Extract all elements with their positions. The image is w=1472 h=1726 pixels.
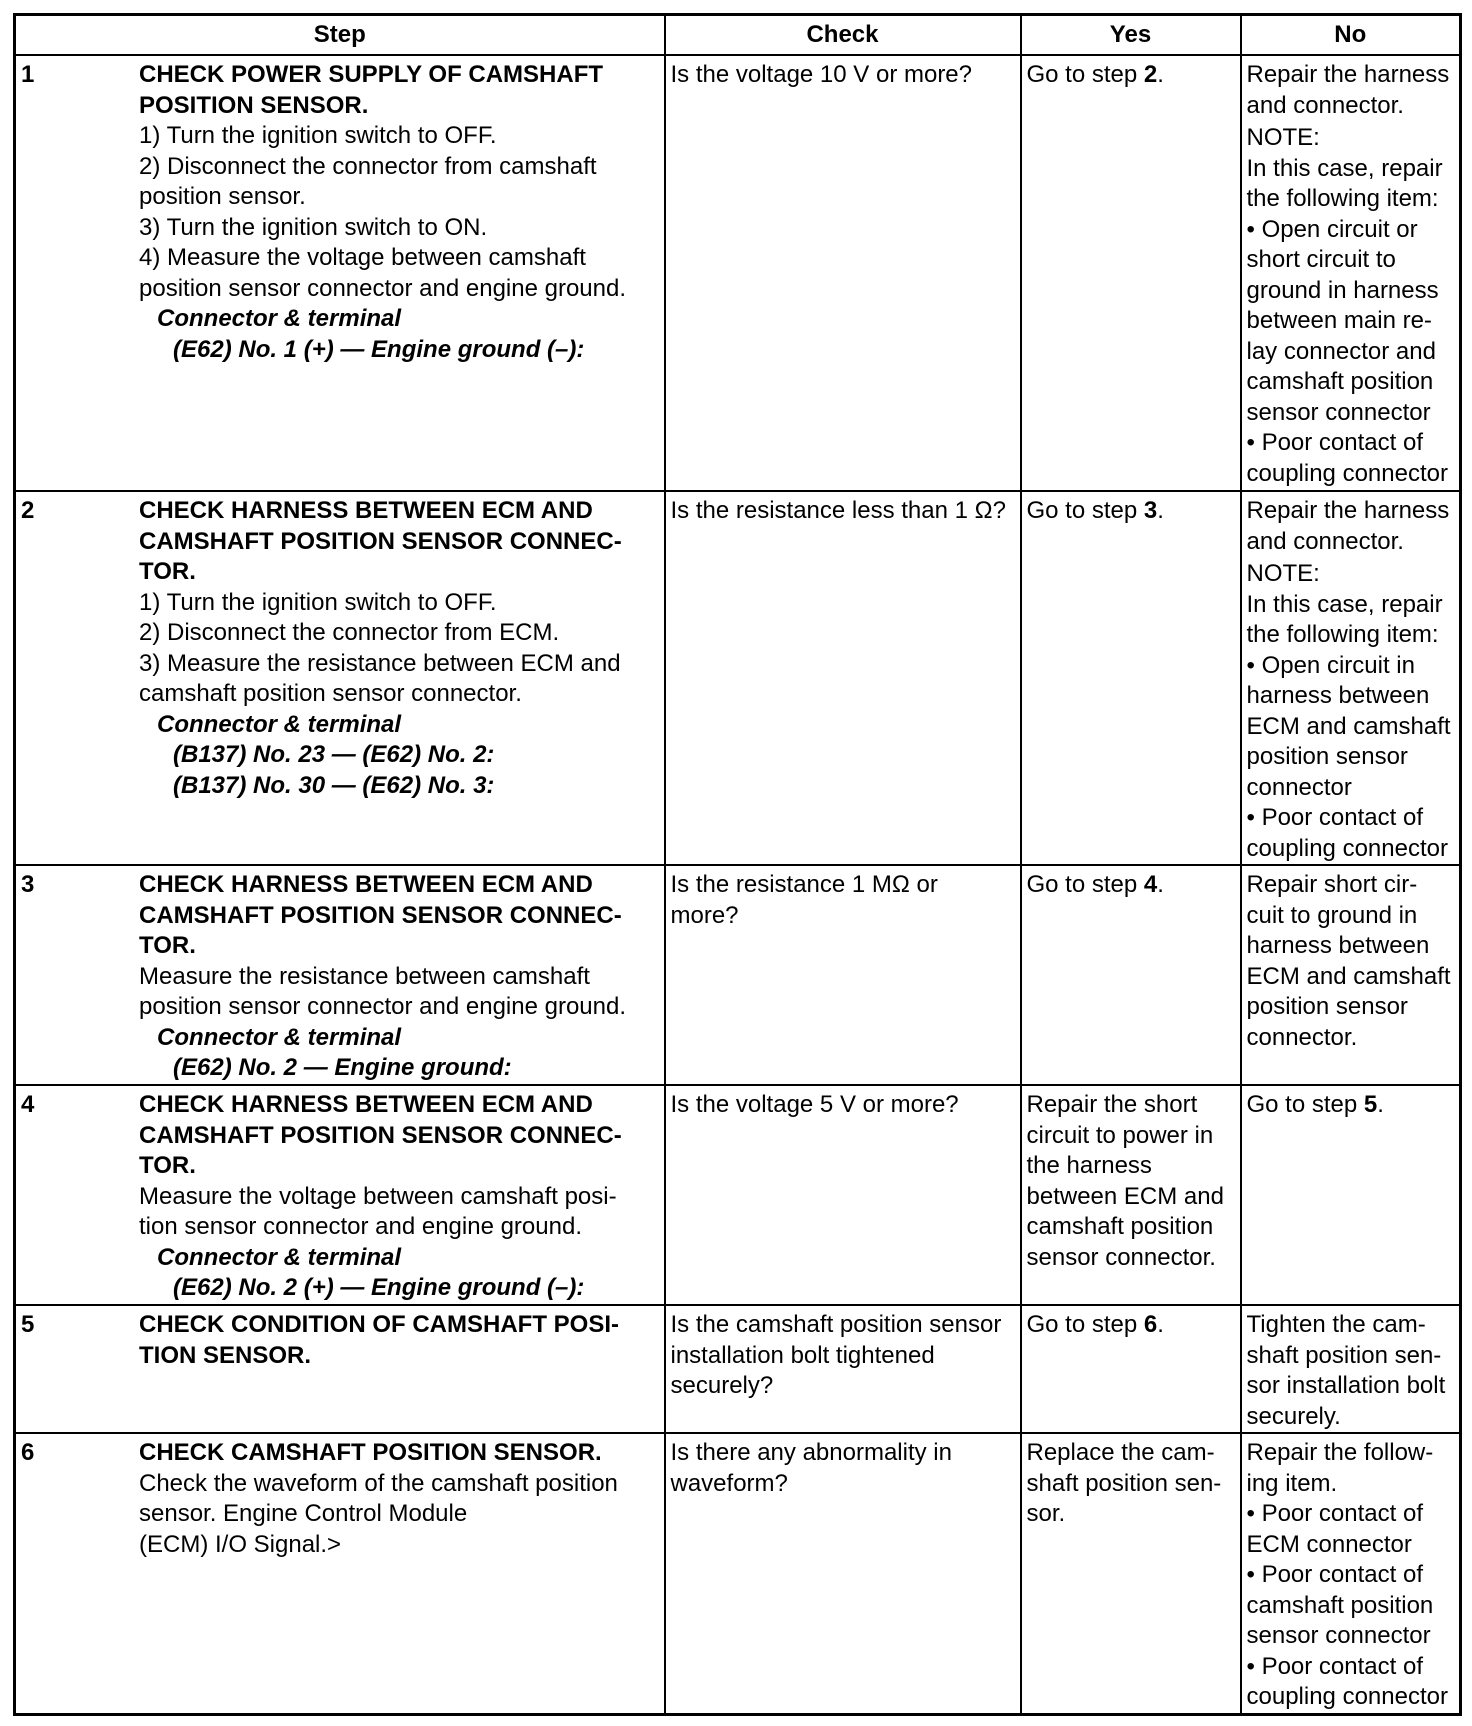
step-title xyxy=(139,870,659,962)
step-title xyxy=(139,1090,659,1182)
step-cell xyxy=(15,1433,665,1714)
instruction-line: Measure the resistance between camshaft xyxy=(139,962,590,990)
connector-heading: Connector & terminal xyxy=(157,1023,402,1051)
instruction-line: 2) Disconnect the connector from camshaft xyxy=(139,152,597,180)
no-line: and connector. xyxy=(1246,527,1404,555)
connector-terminal: (E62) No. 2 (+) — Engine ground (–): xyxy=(173,1274,585,1301)
check-line: Is there any abnormality in xyxy=(670,1439,952,1466)
note-line: short circuit to xyxy=(1246,246,1396,273)
yes-text: Go to step xyxy=(1026,871,1144,898)
no-cell xyxy=(1241,1085,1461,1305)
yes-line: the harness xyxy=(1026,1152,1152,1179)
header-row xyxy=(15,15,1461,56)
check-line: Is the voltage 5 V or more? xyxy=(670,1091,959,1118)
yes-cell xyxy=(1021,1085,1241,1305)
no-line: sensor connector xyxy=(1246,1622,1431,1649)
title-line: TOR. xyxy=(139,558,196,585)
note-line: coupling connector xyxy=(1246,834,1448,862)
check-line: Is the voltage 10 V or more? xyxy=(670,61,972,88)
title-line: CAMSHAFT POSITION SENSOR CONNEC- xyxy=(139,1121,622,1149)
no-text-suffix: . xyxy=(1377,1091,1384,1118)
connector-terminal: (B137) No. 30 — (E62) No. 3: xyxy=(173,771,495,799)
step-cell xyxy=(15,865,665,1085)
step-number: 1 xyxy=(21,61,35,88)
connector-heading: Connector & terminal xyxy=(157,1243,402,1271)
step-cell xyxy=(15,491,665,865)
instruction-line: position sensor connector and engine ground. xyxy=(139,993,627,1020)
note-line: the following item: xyxy=(1246,621,1439,648)
check-line: waveform? xyxy=(670,1469,788,1497)
diagnostic-table xyxy=(13,13,1462,1716)
note-line: • Poor contact of xyxy=(1246,429,1423,456)
yes-cell xyxy=(1021,55,1241,491)
no-line: Repair the harness xyxy=(1246,61,1450,88)
note-line: lay connector and xyxy=(1246,337,1436,365)
check-cell xyxy=(665,1433,1021,1714)
step-title xyxy=(139,60,659,121)
note-line: sensor connector xyxy=(1246,398,1431,426)
instruction-line: sensor. Engine Control Module xyxy=(139,1500,468,1527)
title-line: TOR. xyxy=(139,932,196,959)
step-number: 2 xyxy=(21,497,35,524)
no-line: camshaft position xyxy=(1246,1591,1434,1619)
no-line: • Poor contact of xyxy=(1246,1561,1423,1588)
note-line: • Open circuit or xyxy=(1246,215,1418,243)
table-row xyxy=(15,1433,1461,1714)
instruction-line: Check the waveform of the camshaft position xyxy=(139,1469,618,1497)
instruction-line: 4) Measure the voltage between camshaft xyxy=(139,244,586,271)
note-line: ground in harness xyxy=(1246,276,1439,304)
step-number: 3 xyxy=(21,871,35,898)
check-line: securely? xyxy=(670,1372,774,1399)
no-line: • Poor contact of xyxy=(1246,1500,1423,1527)
title-line: CHECK CAMSHAFT POSITION SENSOR. xyxy=(139,1439,602,1466)
yes-cell xyxy=(1021,865,1241,1085)
instruction-line: 3) Turn the ignition switch to ON. xyxy=(139,213,488,241)
yes-cell xyxy=(1021,1433,1241,1714)
no-cell xyxy=(1241,1305,1461,1433)
check-cell xyxy=(665,865,1021,1085)
yes-step-number: 6 xyxy=(1143,1311,1158,1338)
title-line: POSITION SENSOR. xyxy=(139,91,369,119)
note-label: NOTE: xyxy=(1246,124,1320,151)
instruction-line: 2) Disconnect the connector from ECM. xyxy=(139,619,560,646)
step-number: 4 xyxy=(21,1091,35,1118)
check-cell xyxy=(665,1085,1021,1305)
yes-text-suffix: . xyxy=(1157,497,1164,524)
no-line: harness between xyxy=(1246,932,1430,959)
yes-cell xyxy=(1021,1305,1241,1433)
note-line: • Open circuit in xyxy=(1246,651,1415,679)
instruction-line: position sensor connector and engine ground. xyxy=(139,274,627,302)
no-line: Repair short cir- xyxy=(1246,871,1418,898)
yes-text-suffix: . xyxy=(1157,61,1164,88)
note-line: In this case, repair xyxy=(1246,590,1443,618)
yes-cell xyxy=(1021,491,1241,865)
yes-step-number: 2 xyxy=(1143,61,1158,88)
connector-terminal: (B137) No. 23 — (E62) No. 2: xyxy=(173,741,495,768)
instruction-line: tion sensor connector and engine ground. xyxy=(139,1213,582,1240)
yes-text-suffix: . xyxy=(1157,1311,1164,1338)
no-line: ECM and camshaft xyxy=(1246,962,1451,990)
no-line: Repair the harness xyxy=(1246,497,1450,524)
step-cell xyxy=(15,55,665,491)
title-line: CHECK HARNESS BETWEEN ECM AND xyxy=(139,1091,593,1118)
header-yes: Yes xyxy=(1021,15,1241,56)
step-instructions xyxy=(139,588,659,710)
yes-line: camshaft position xyxy=(1026,1213,1214,1240)
no-cell xyxy=(1241,55,1461,491)
connector-heading: Connector & terminal xyxy=(157,710,402,738)
note-line: ECM and camshaft xyxy=(1246,712,1451,740)
no-cell xyxy=(1241,865,1461,1085)
connector-heading: Connector & terminal xyxy=(157,305,402,332)
yes-text: Go to step xyxy=(1026,61,1144,88)
table-row xyxy=(15,55,1461,491)
no-line: and connector. xyxy=(1246,91,1404,119)
yes-step-number: 4 xyxy=(1143,871,1158,898)
no-line: ECM connector xyxy=(1246,1530,1412,1558)
check-line: Is the resistance less than 1 Ω? xyxy=(670,497,1006,524)
no-line: • Poor contact of xyxy=(1246,1652,1423,1680)
instruction-line: (ECM) I/O Signal.> xyxy=(139,1530,342,1558)
step-cell xyxy=(15,1305,665,1433)
no-line: securely. xyxy=(1246,1402,1341,1430)
connector-terminal: (E62) No. 2 — Engine ground: xyxy=(173,1054,512,1081)
table-row xyxy=(15,865,1461,1085)
yes-line: sor. xyxy=(1026,1500,1066,1527)
title-line: CAMSHAFT POSITION SENSOR CONNEC- xyxy=(139,527,622,555)
check-line: Is the resistance 1 MΩ or xyxy=(670,871,938,898)
step-instructions xyxy=(139,1469,659,1561)
title-line: CAMSHAFT POSITION SENSOR CONNEC- xyxy=(139,901,622,929)
check-cell xyxy=(665,55,1021,491)
step-title xyxy=(139,496,659,588)
instruction-line: position sensor. xyxy=(139,183,306,210)
yes-line: shaft position sen- xyxy=(1026,1469,1222,1497)
yes-line: between ECM and xyxy=(1026,1182,1224,1210)
no-line: position sensor xyxy=(1246,993,1408,1020)
step-title xyxy=(139,1438,659,1469)
note-line: coupling connector xyxy=(1246,459,1448,487)
step-title xyxy=(139,1310,659,1371)
note-line: camshaft position xyxy=(1246,368,1434,395)
instruction-line: 3) Measure the resistance between ECM and xyxy=(139,649,621,677)
header-check: Check xyxy=(665,15,1021,56)
note-line: the following item: xyxy=(1246,185,1439,212)
note-line: harness between xyxy=(1246,682,1430,709)
step-number: 6 xyxy=(21,1439,35,1466)
yes-text: Go to step xyxy=(1026,1311,1144,1338)
title-line: CHECK HARNESS BETWEEN ECM AND xyxy=(139,871,593,898)
title-line: CHECK HARNESS BETWEEN ECM AND xyxy=(139,497,593,524)
check-line: installation bolt tightened xyxy=(670,1341,935,1369)
step-instructions xyxy=(139,1182,659,1243)
step-instructions xyxy=(139,121,659,304)
step-number: 5 xyxy=(21,1311,35,1338)
note-line: connector xyxy=(1246,773,1352,801)
no-line: sor installation bolt xyxy=(1246,1372,1446,1399)
note-label: NOTE: xyxy=(1246,560,1320,587)
yes-text: Go to step xyxy=(1026,497,1144,524)
no-text: Go to step xyxy=(1246,1091,1364,1118)
table-row xyxy=(15,1305,1461,1433)
table-row xyxy=(15,491,1461,865)
title-line: TION SENSOR. xyxy=(139,1341,312,1369)
header-step: Step xyxy=(15,15,665,56)
note-line: between main re- xyxy=(1246,307,1432,334)
instruction-line: Measure the voltage between camshaft posi- xyxy=(139,1182,617,1210)
no-line: Repair the follow- xyxy=(1246,1439,1434,1466)
step-instructions xyxy=(139,962,659,1023)
note-line: • Poor contact of xyxy=(1246,804,1423,831)
table-row xyxy=(15,1085,1461,1305)
no-line: ing item. xyxy=(1246,1469,1338,1497)
note-line: In this case, repair xyxy=(1246,154,1443,182)
yes-line: Replace the cam- xyxy=(1026,1439,1215,1466)
title-line: CHECK CONDITION OF CAMSHAFT POSI- xyxy=(139,1311,619,1338)
header-no: No xyxy=(1241,15,1461,56)
check-cell xyxy=(665,491,1021,865)
no-line: Tighten the cam- xyxy=(1246,1311,1426,1338)
connector-terminal: (E62) No. 1 (+) — Engine ground (–): xyxy=(173,335,585,363)
check-cell xyxy=(665,1305,1021,1433)
instruction-line: camshaft position sensor connector. xyxy=(139,680,522,707)
note-line: position sensor xyxy=(1246,743,1408,770)
step-cell xyxy=(15,1085,665,1305)
no-line: connector. xyxy=(1246,1023,1358,1051)
yes-line: circuit to power in xyxy=(1026,1121,1214,1149)
no-line: coupling connector xyxy=(1246,1683,1448,1710)
title-line: CHECK POWER SUPPLY OF CAMSHAFT xyxy=(139,61,604,88)
no-cell xyxy=(1241,491,1461,865)
yes-line: sensor connector. xyxy=(1026,1243,1216,1271)
yes-line: Repair the short xyxy=(1026,1091,1198,1118)
no-step-number: 5 xyxy=(1363,1091,1378,1118)
yes-text-suffix: . xyxy=(1157,871,1164,898)
title-line: TOR. xyxy=(139,1152,196,1179)
no-line: cuit to ground in xyxy=(1246,901,1418,929)
check-line: more? xyxy=(670,901,739,929)
no-cell xyxy=(1241,1433,1461,1714)
instruction-line: 1) Turn the ignition switch to OFF. xyxy=(139,122,497,149)
check-line: Is the camshaft position sensor xyxy=(670,1311,1002,1338)
no-line: shaft position sen- xyxy=(1246,1341,1442,1369)
instruction-line: 1) Turn the ignition switch to OFF. xyxy=(139,588,497,616)
yes-step-number: 3 xyxy=(1143,497,1158,524)
